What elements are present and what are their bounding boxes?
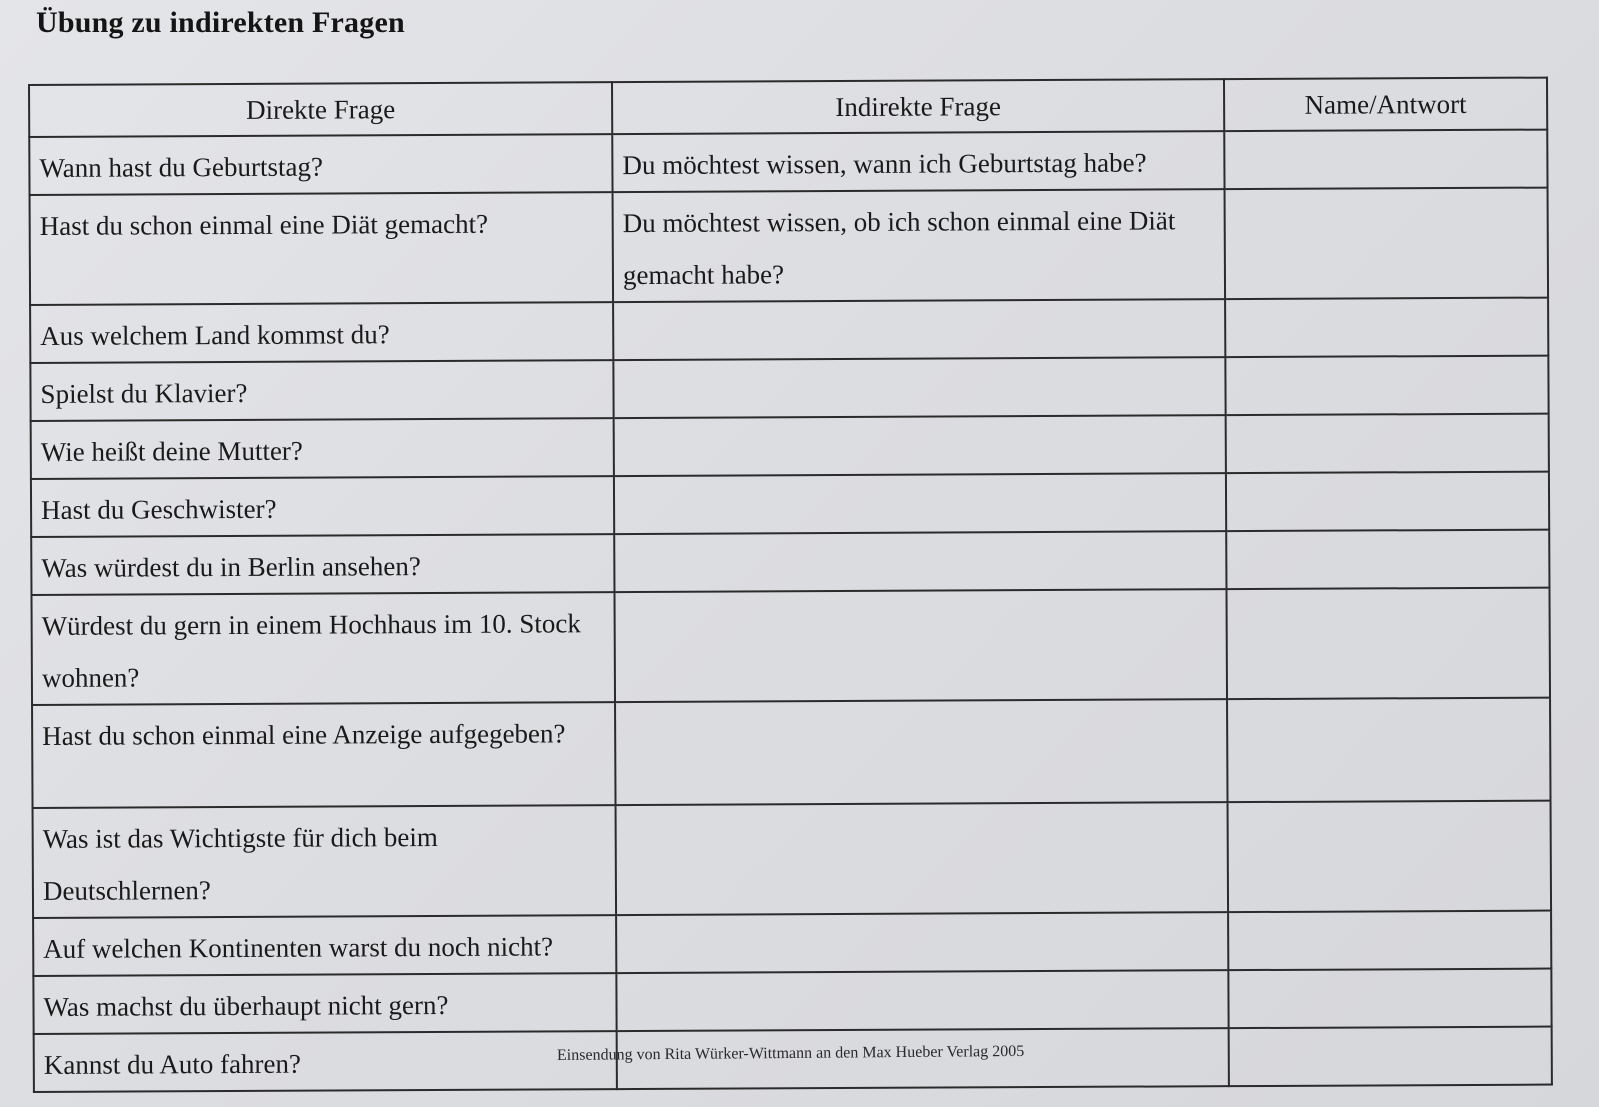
header-name-answer: Name/Antwort xyxy=(1224,78,1547,132)
direct-question-cell: Kannst du Auto fahren? xyxy=(34,1031,617,1092)
direct-question-cell: Was ist das Wichtigste für dich beim Deutschlernen? xyxy=(33,805,617,918)
table-row xyxy=(33,911,1551,976)
indirect-question-cell: Du möchtest wissen, ob ich schon einmal eine Diät gemacht habe? xyxy=(613,189,1226,302)
answer-cell xyxy=(1227,698,1550,803)
table-row xyxy=(30,356,1548,421)
answer-cell xyxy=(1225,356,1548,416)
table-row xyxy=(32,698,1550,808)
direct-question-cell: Auf welchen Kontinenten warst du noch nicht? xyxy=(33,915,616,976)
table-row xyxy=(31,414,1549,479)
question-table-wrapper xyxy=(28,77,1551,1093)
table-row xyxy=(30,298,1548,363)
table-header-row xyxy=(29,78,1547,137)
indirect-question-cell xyxy=(614,589,1227,702)
answer-cell xyxy=(1225,298,1548,358)
direct-question-cell: Hast du schon einmal eine Anzeige aufgegeben? xyxy=(32,702,615,808)
indirect-question-cell xyxy=(616,912,1228,973)
table-row xyxy=(30,188,1549,305)
page-title: Übung zu indirekten Fragen xyxy=(36,6,405,39)
footer-credit: Einsendung von Rita Würker-Wittmann an den Max Hueber Verlag 2005 xyxy=(556,1042,1025,1064)
direct-question-cell: Wie heißt deine Mutter? xyxy=(31,418,614,479)
table-row xyxy=(33,969,1551,1034)
answer-cell xyxy=(1226,414,1549,474)
indirect-question-cell xyxy=(614,531,1226,592)
direct-question-cell: Hast du Geschwister? xyxy=(31,476,614,537)
direct-question-cell: Spielst du Klavier? xyxy=(30,360,613,421)
table-row xyxy=(29,130,1547,195)
indirect-question-cell: Du möchtest wissen, wann ich Geburtstag habe? xyxy=(612,131,1224,192)
header-indirect-question: Indirekte Frage xyxy=(612,79,1224,134)
direct-question-cell: Wann hast du Geburtstag? xyxy=(29,134,612,195)
direct-question-cell: Würdest du gern in einem Hochhaus im 10. Stock wohnen? xyxy=(31,592,615,705)
answer-cell xyxy=(1229,1027,1552,1087)
indirect-question-cell xyxy=(613,357,1225,418)
answer-cell xyxy=(1226,472,1549,532)
table-row xyxy=(31,472,1549,537)
table-row xyxy=(31,588,1550,705)
answer-cell xyxy=(1224,130,1547,190)
direct-question-cell: Was machst du überhaupt nicht gern? xyxy=(33,973,616,1034)
indirect-question-cell xyxy=(615,699,1227,805)
table-row xyxy=(31,530,1549,595)
indirect-question-cell xyxy=(616,802,1229,915)
answer-cell xyxy=(1226,530,1549,590)
direct-question-cell: Aus welchem Land kommst du? xyxy=(30,302,613,363)
answer-cell xyxy=(1225,188,1549,300)
indirect-question-cell xyxy=(614,473,1226,534)
answer-cell xyxy=(1228,801,1552,913)
direct-question-cell: Hast du schon einmal eine Diät gemacht? xyxy=(30,192,614,305)
header-direct-question: Direkte Frage xyxy=(29,82,612,137)
indirect-question-cell xyxy=(613,299,1225,360)
direct-question-cell: Was würdest du in Berlin ansehen? xyxy=(31,534,614,595)
indirect-question-cell xyxy=(614,415,1226,476)
indirect-question-cell xyxy=(616,970,1228,1031)
question-table xyxy=(28,77,1553,1093)
answer-cell xyxy=(1226,588,1550,700)
answer-cell xyxy=(1228,911,1551,971)
table-row xyxy=(33,801,1552,918)
answer-cell xyxy=(1228,969,1551,1029)
